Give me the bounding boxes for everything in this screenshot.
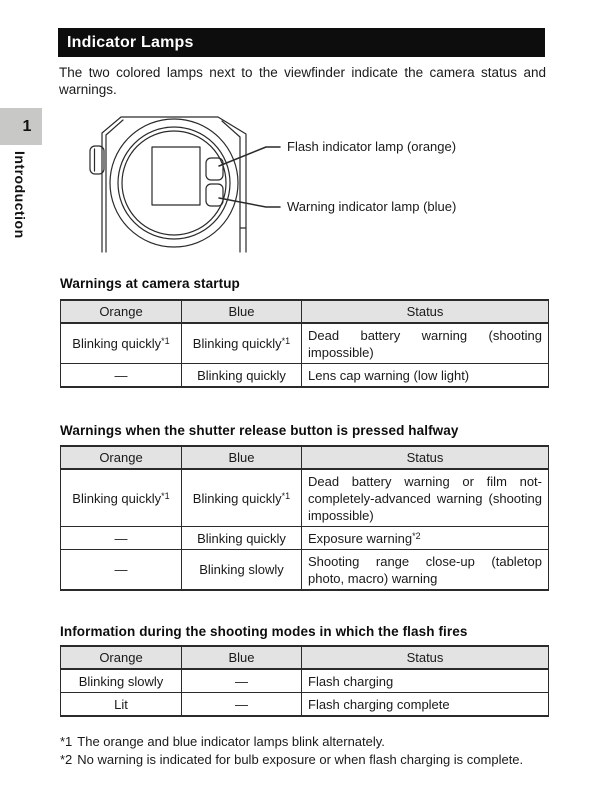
footnote-2 — [60, 751, 550, 769]
footnote-text: The orange and blue indicator lamps blink alternately. — [77, 734, 385, 749]
flash-fires-table — [60, 645, 548, 717]
footnote-reference: *1 — [161, 336, 170, 346]
page-title: Indicator Lamps — [58, 28, 545, 57]
section-heading-startup: Warnings at camera startup — [60, 276, 240, 291]
table-cell: Exposure warning$^{*2}$ — [302, 527, 549, 550]
table-cell: Flash charging — [302, 669, 549, 693]
table-cell: Blinking quickly — [182, 527, 302, 550]
chapter-label: Introduction — [12, 151, 28, 239]
table-cell: Blinking slowly — [61, 669, 182, 693]
table-cell: — — [182, 669, 302, 693]
footnote-text: No warning is indicated for bulb exposure or when flash charging is complete. — [77, 752, 524, 767]
table-cell: Blinking quickly — [182, 364, 302, 388]
table-row — [61, 527, 549, 550]
table-cell: Flash charging complete — [302, 693, 549, 717]
table-row — [61, 469, 549, 527]
table-cell: — — [61, 550, 182, 591]
table-cell: Blinking slowly — [182, 550, 302, 591]
table-cell: — — [61, 527, 182, 550]
table-row — [61, 323, 549, 364]
warning-lamp-leader-line — [219, 198, 280, 207]
column-header: Blue — [182, 446, 302, 469]
table-cell: Blinking quickly$^{*1}$ — [182, 469, 302, 527]
flash-lamp-callout: Flash indicator lamp (orange) — [287, 139, 457, 154]
column-header: Orange — [61, 446, 182, 469]
table-cell: Lit — [61, 693, 182, 717]
section-heading-halfway: Warnings when the shutter release button is pressed halfway — [60, 423, 459, 438]
camera-diagram — [88, 106, 288, 258]
table-cell: Shooting range close-up (tabletop photo, macro) warning — [302, 550, 549, 591]
camera-body-inner-left-line — [106, 120, 123, 252]
viewfinder-window — [152, 147, 200, 205]
column-header: Orange — [61, 646, 182, 669]
warning-lamp-callout: Warning indicator lamp (blue) — [287, 199, 457, 214]
warnings-startup-table — [60, 299, 548, 388]
data-table — [60, 645, 549, 717]
column-header: Blue — [182, 300, 302, 323]
table-cell: Dead battery warning or film not-completely-advanced warning (shooting impossible) — [302, 469, 549, 527]
warning-indicator-lamp-shape — [206, 184, 223, 206]
table-row — [61, 550, 549, 591]
column-header: Orange — [61, 300, 182, 323]
table-cell: Lens cap warning (low light) — [302, 364, 549, 388]
table-header-row — [61, 646, 549, 669]
table-cell: — — [182, 693, 302, 717]
chapter-number-tab: 1 — [0, 108, 42, 145]
data-table — [60, 445, 549, 591]
footnote-reference: *1 — [281, 336, 291, 346]
table-row — [61, 693, 549, 717]
column-header: Status — [302, 646, 549, 669]
footnote-reference: *2 — [412, 530, 421, 541]
table-cell: Blinking quickly$^{*1}$ — [182, 323, 302, 364]
column-header: Status — [302, 300, 549, 323]
footnote-reference: *1 — [281, 490, 291, 501]
camera-body-inner-right-line — [222, 121, 240, 252]
intro-paragraph: The two colored lamps next to the viewfinder indicate the camera status and warnings. — [59, 65, 546, 97]
flash-indicator-lamp-shape — [206, 158, 223, 180]
table-cell: — — [61, 364, 182, 388]
camera-body-outline — [102, 117, 246, 252]
table-row — [61, 364, 549, 388]
lens-ring-outer — [110, 119, 238, 247]
lens-ring-middle — [118, 127, 230, 239]
table-row — [61, 669, 549, 693]
table-cell: Dead battery warning (shooting impossible) — [302, 323, 549, 364]
table-header-row — [61, 300, 549, 323]
footnote-marker: *1 — [60, 734, 73, 749]
footnote-marker: *2 — [60, 752, 73, 767]
footnote-reference: *1 — [161, 490, 170, 501]
table-cell: Blinking quickly$^{*1}$ — [61, 323, 182, 364]
data-table — [60, 299, 549, 388]
footnote-1 — [60, 733, 550, 751]
table-cell: Blinking quickly$^{*1}$ — [61, 469, 182, 527]
warnings-halfway-table — [60, 445, 548, 591]
footnotes — [60, 733, 550, 769]
table-header-row — [61, 446, 549, 469]
column-header: Blue — [182, 646, 302, 669]
column-header: Status — [302, 446, 549, 469]
section-heading-flash-fires: Information during the shooting modes in which the flash fires — [60, 624, 468, 639]
